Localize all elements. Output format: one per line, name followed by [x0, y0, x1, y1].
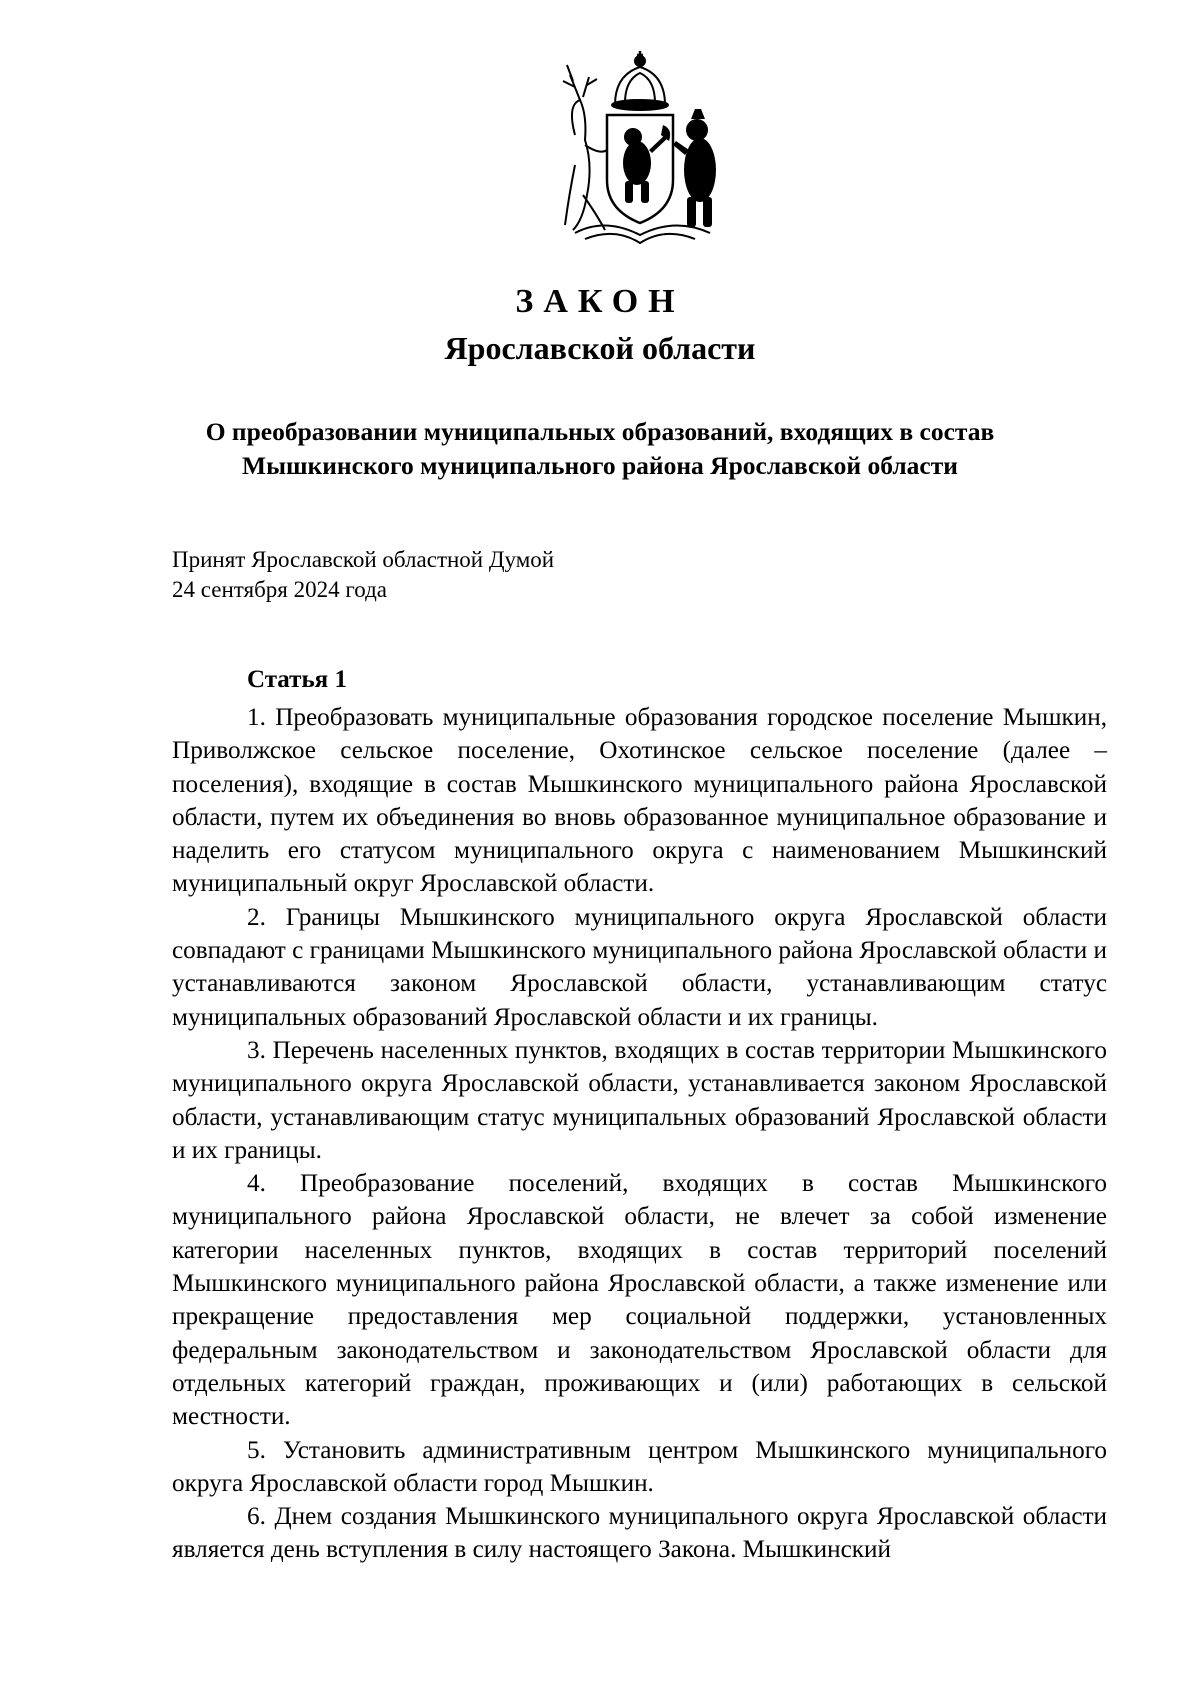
coat-of-arms-emblem — [545, 45, 735, 250]
article-heading: Статья 1 — [247, 666, 347, 693]
document-subtitle: Ярославской области — [444, 330, 756, 366]
adoption-date: 24 сентября 2024 года — [172, 577, 387, 602]
paragraph: 2. Границы Мышкинского муниципального округа Ярославской области совпадают с границами Мышкинского муниципального района Ярославской области и устанавливаются законом Ярославской области, устанавливающим статус муниципальных образований Ярославской области и их границы. — [172, 903, 1107, 1031]
document-title: ЗАКОН — [515, 283, 685, 320]
article-body — [172, 701, 1107, 1567]
paragraph: 3. Перечень населенных пунктов, входящих в состав территории Мышкинского муниципального округа Ярославской области, устанавливается законом Ярославской области, устанавливающим статус муниципальных образований Ярославской области и их границы. — [172, 1036, 1107, 1164]
law-subject-heading — [150, 415, 1050, 483]
paragraph: 5. Установить административным центром Мышкинского муниципального округа Ярославской области город Мышкин. — [172, 1436, 1107, 1497]
paragraph: 1. Преобразовать муниципальные образования городское поселение Мышкин, Приволжское сельское поселение, Охотинское сельское поселение (далее – поселения), входящие в состав Мышкинского муниципального района Ярославской области, путем их объединения во вновь образованное муниципальное образование и наделить его статусом муниципального округа с наименованием Мышкинский муниципальный округ Ярославской области. — [172, 704, 1107, 898]
adoption-note — [172, 545, 554, 605]
law-subject-line-2: Мышкинского муниципального района Ярославской области — [242, 451, 958, 480]
paragraph: 4. Преобразование поселений, входящих в состав Мышкинского муниципального района Ярославской области, не влечет за собой изменение категории населенных пунктов, входящих в состав территорий поселений Мышкинского муниципального района Ярославской области, а также изменение или прекращение предоставления мер социальной поддержки, установленных федеральным законодательством и законодательством Ярославской области для отдельных категорий граждан, проживающих и (или) работающих в сельской местности. — [172, 1170, 1107, 1431]
law-subject-line-1: О преобразовании муниципальных образований, входящих в состав — [205, 417, 995, 446]
adoption-authority: Принят Ярославской областной Думой — [172, 547, 555, 572]
paragraph: 6. Днем создания Мышкинского муниципального округа Ярославской области является день вступления в силу настоящего Закона. Мышкинский — [172, 1503, 1107, 1564]
